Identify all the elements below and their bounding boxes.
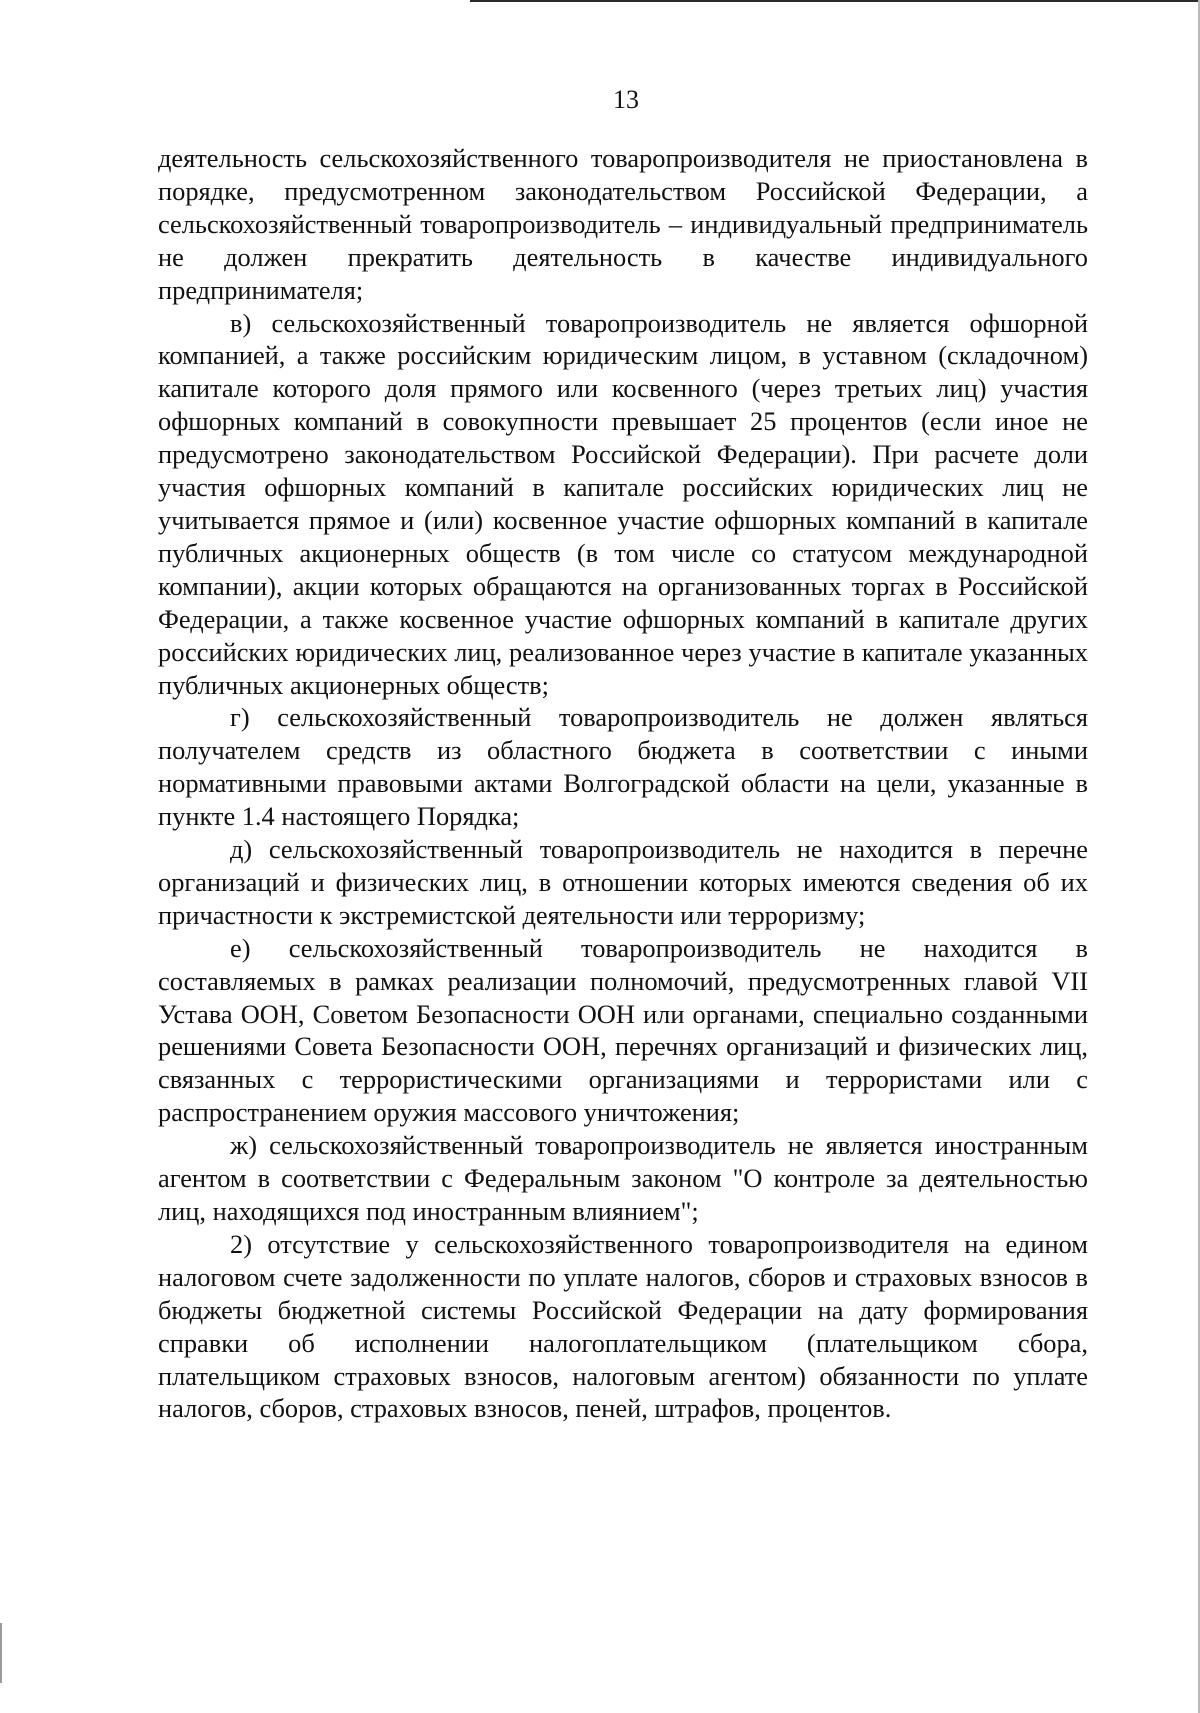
scan-edge-left [0, 1623, 2, 1683]
paragraph-item-v: в) сельскохозяйственный товаропроизводитель не является офшорной компанией, а также российским юридическим лицом, в уставном (складочном) капитале которого доля прямого или косвенного (через третьих лиц) участия офшорных компаний в совокупности превышает 25 процентов (если иное не предусмотрено законодательством Российской Федерации). При расчете доли участия офшорных компаний в капитале российских юридических лиц не учитывается прямое и (или) косвенное участие офшорных компаний в капитале публичных акционерных обществ (в том числе со статусом международной компании), акции которых обращаются на организованных торгах в Российской Федерации, а также косвенное участие офшорных компаний в капитале других российских юридических лиц, реализованное через участие в капитале указанных публичных акционерных обществ; [158, 307, 1088, 700]
paragraph-item-d: д) сельскохозяйственный товаропроизводитель не находится в перечне организаций и физических лиц, в отношении которых имеются сведения об их причастности к экстремистской деятельности или терроризму; [158, 834, 1088, 930]
paragraph-item-g: г) сельскохозяйственный товаропроизводитель не должен являться получателем средств из областного бюджета в соответствии с иными нормативными правовыми актами Волгоградской области на цели, указанные в пункте 1.4 настоящего Порядка; [158, 702, 1088, 832]
paragraph-item-zh: ж) сельскохозяйственный товаропроизводитель не является иностранным агентом в соответствии с Федеральным законом "О контроле за деятельностью лиц, находящихся под иностранным влиянием"; [158, 1130, 1088, 1226]
paragraph-continuation: деятельность сельскохозяйственного товаропроизводителя не приостановлена в порядке, предусмотренном законодательством Российской Федерации, а сельскохозяйственный товаропроизводитель – индивидуальный предприниматель не должен прекратить деятельность в качестве индивидуального предпринимателя; [158, 143, 1088, 305]
page-number: 13 [613, 85, 639, 114]
scan-edge-top [470, 0, 1200, 2]
document-body [158, 142, 1088, 1425]
paragraph-item-e: е) сельскохозяйственный товаропроизводитель не находится в составляемых в рамках реализации полномочий, предусмотренных главой VII Устава ООН, Советом Безопасности ООН или органами, специально созданными решениями Совета Безопасности ООН, перечнях организаций и физических лиц, связанных с террористическими организациями и террористами или с распространением оружия массового уничтожения; [158, 932, 1088, 1128]
paragraph-item-2: 2) отсутствие у сельскохозяйственного товаропроизводителя на едином налоговом счете задолженности по уплате налогов, сборов и страховых взносов в бюджеты бюджетной системы Российской Федерации на дату формирования справки об исполнении налогоплательщиком (плательщиком сбора, плательщиком страховых взносов, налоговым агентом) обязанности по уплате налогов, сборов, страховых взносов, пеней, штрафов, процентов. [158, 1228, 1088, 1424]
